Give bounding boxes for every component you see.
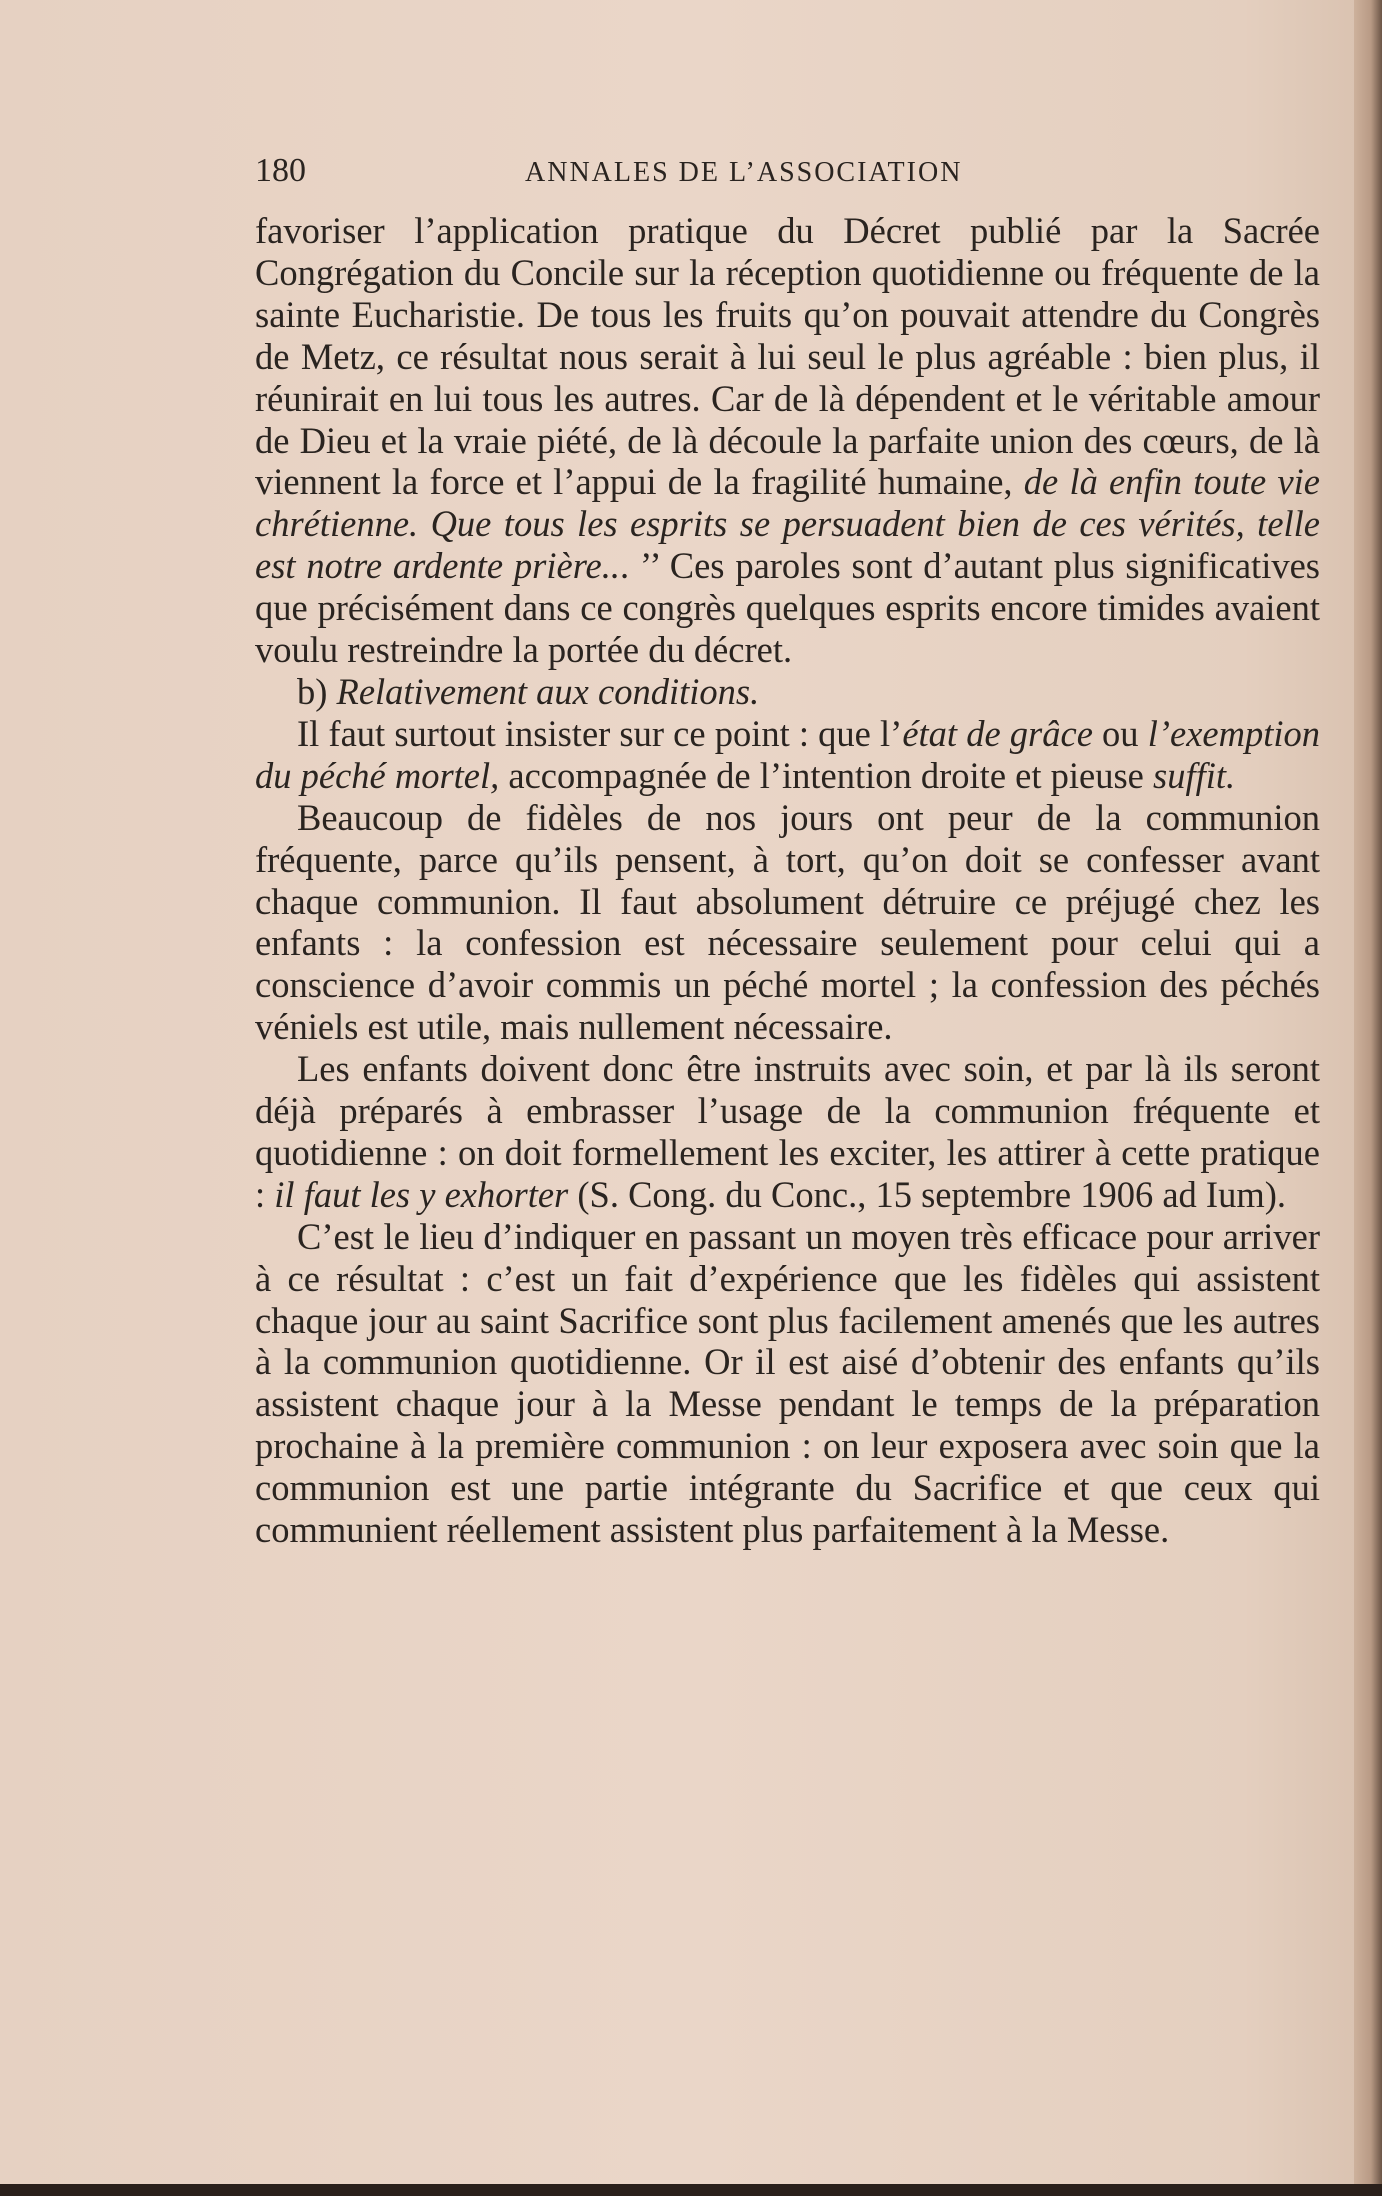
page-header <box>255 150 1320 208</box>
section-heading-b: b) Relativement aux conditions. <box>297 670 760 712</box>
paragraph-4: Beaucoup de fidèles de nos jours ont peur de la communion fréquente, parce qu’ils pensent, à tort, qu’on doit se confesser avant chaque communion. Il faut absolument détruire ce préjugé chez les enfants : la confession est nécessaire seulement pour celui qui a conscience d’avoir commis un péché mortel ; la confession des péchés véniels est utile, mais nullement nécessaire. <box>255 796 1320 1048</box>
paragraph-5: Les enfants doivent donc être instruits avec soin, et par là ils seront déjà préparés à embrasser l’usage de la communion fréquente et quotidienne : on doit formellement les exciter, les attirer à cette pratique : il faut les y exhorter (S. Cong. du Conc., 15 septembre 1906 ad Ium). <box>255 1048 1320 1215</box>
page-body <box>255 150 1320 1551</box>
paragraph-3: Il faut surtout insister sur ce point : que l’état de grâce ou l’exemption du péché mortel, accompagnée de l’intention droite et pieuse suffit. <box>255 712 1320 796</box>
running-title: ANNALES DE L’ASSOCIATION <box>525 157 963 188</box>
page-number: 180 <box>255 152 306 189</box>
paragraph-1: favoriser l’application pratique du Décret publié par la Sacrée Congrégation du Concile sur la réception quotidienne ou fréquente de la sainte Eucharistie. De tous les fruits qu’on pouvait attendre du Congrès de Metz, ce résultat nous serait à lui seul le plus agréable : bien plus, il réunirait en lui tous les autres. Car de là dépendent et le véritable amour de Dieu et la vraie piété, de là découle la parfaite union des cœurs, de là viennent la force et l’appui de la fragilité humaine, de là enfin toute vie chrétienne. Que tous les esprits se persuadent bien de ces vérités, telle est notre ardente prière... ’’ Ces paroles sont d’autant plus significatives que précisément dans ce congrès quelques esprits encore timides avaient voulu restreindre la portée du décret. <box>255 210 1320 671</box>
page-edge-right <box>1354 0 1382 2196</box>
paragraph-6: C’est le lieu d’indiquer en passant un moyen très efficace pour arriver à ce résultat : c’est un fait d’expérience que les fidèles qui assistent chaque jour au saint Sacrifice sont plus facilement amenés que les autres à la communion quotidienne. Or il est aisé d’obtenir des enfants qu’ils assistent chaque jour à la Messe pendant le temps de la préparation prochaine à la première communion : on leur exposera avec soin que la communion est une partie intégrante du Sacrifice et que ceux qui communient réellement assistent plus parfaitement à la Messe. <box>255 1215 1320 1551</box>
page-edge-bottom <box>0 2184 1382 2196</box>
